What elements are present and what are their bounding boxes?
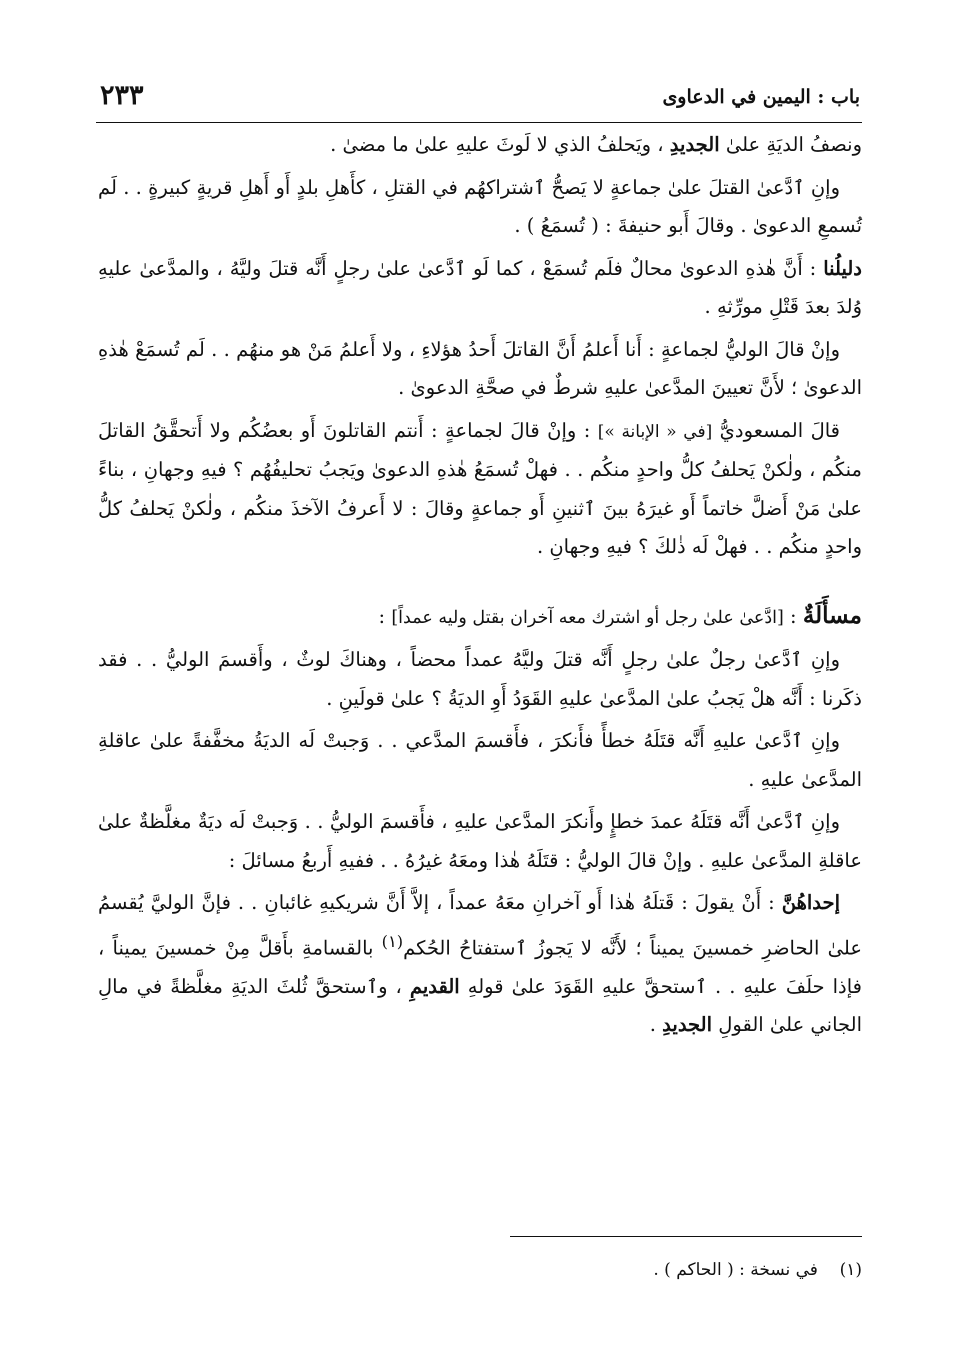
header-rule xyxy=(96,122,862,123)
issue-separator: : xyxy=(783,604,803,628)
evidence-label: دليلُنا xyxy=(823,256,862,280)
footnote-rule xyxy=(510,1236,862,1237)
keyword-old-opinion: القديمِ xyxy=(409,974,460,998)
paragraph-5-text-a: قالَ المسعوديُّ xyxy=(712,418,840,442)
issue-end: : xyxy=(378,604,392,628)
paragraph-5 xyxy=(98,412,862,567)
paragraph-7: وإنِ ٱدَّعىٰ عليهِ أَنَّه قتَلَهُ خطأً فأَنكرَ ، فأَقسمَ المدَّعي . . وَجبتْ لَه الديَةُ مخفَّفةً علىٰ عاقلةِ المدَّعىٰ عليهِ . xyxy=(98,729,862,791)
paragraph-9 xyxy=(98,884,862,1045)
paragraph-4: وإنْ قالَ الوليُّ لجماعةٍ : أَنا أَعلمُ أَنَّ القاتلَ أَحدُ هؤلاءِ ، ولا أَعلمُ مَنْ هو منهُم . . لَم تُسمَعْ هٰذهِ الدعوىٰ ؛ لأَنَّ تعيينَ المدَّعىٰ عليهِ شرطٌ في صحَّةِ الدعوىٰ . xyxy=(98,337,862,399)
paragraph-6: وإنِ ٱدَّعىٰ رجلٌ علىٰ رجلٍ أَنَّه قتلَ وليَّهُ عمداً محضاً ، وهناكَ لوثٌ ، وأَقسمَ الوليُّ . . فقد ذكَرنا : أَنَّه هلْ يَجبُ علىٰ المدَّعىٰ عليهِ القَوَدُ أَوِ الديَةُ ؟ علىٰ قولَينِ . xyxy=(98,648,862,710)
source-reference: [في « الإبانة »] xyxy=(597,421,713,442)
paragraph-3-text: : أَنَّ هٰذهِ الدعوىٰ محالٌ فلَم تُسمَعْ ، كما لَو ٱدَّعىٰ علىٰ رجلٍ أَنَّه قتلَ وليَّهُ ، والمدَّعىٰ عليهِ وُلدَ بعدَ قَتْلِ مورِّثهِ . xyxy=(98,256,862,318)
paragraph-8: وإنِ ٱدَّعىٰ أَنَّه قتَلَهُ عمدَ خطإٍ وأَنكرَ المدَّعىٰ عليهِ ، فأَقسمَ الوليُّ . . وَجبتْ لَه ديَةٌ مغلَّظةٌ علىٰ عاقلةِ المدَّعىٰ عليهِ . وإنْ قالَ الوليُّ : قتَلَهُ هٰذا ومعَهُ غيرُهُ . . ففيهِ أَربعُ مسائلَ : xyxy=(98,810,862,872)
page-number: ٢٣٣ xyxy=(100,80,144,111)
footnote xyxy=(98,1260,862,1280)
issue-heading xyxy=(98,597,862,638)
page-header xyxy=(100,78,860,118)
issue-word: مسأَلَةٌ xyxy=(802,601,862,629)
paragraph-1 xyxy=(98,126,862,165)
paragraph-1-text-a: ونصفُ الديَةِ علىٰ xyxy=(719,133,862,156)
chapter-title: باب : اليمين في الدعاوى xyxy=(662,86,860,108)
issue-title: [ادَّعىٰ علىٰ رجل أو اشترك معه آخران بقتل وليه عمداً] xyxy=(391,607,784,628)
paragraph-9-text-d: . xyxy=(649,1013,663,1036)
footnote-reference[interactable]: (١) xyxy=(381,931,404,951)
paragraph-3 xyxy=(98,250,862,327)
keyword-new-opinion: الجديدِ xyxy=(662,1013,713,1036)
paragraph-2: وإنِ ٱدَّعىٰ القتلَ علىٰ جماعةٍ لا يَصحُّ ٱشتراكهُم في القتلِ ، كأَهلِ بلدٍ أَو أَهلِ قريةٍ كبيرةٍ . . لَم تُسمعِ الدعوىٰ . وقالَ أَبو حنيفةَ : ( تُسمَعُ ) . xyxy=(98,175,862,237)
footnote-text: في نسخة : ( الحاكم ) . xyxy=(653,1260,818,1280)
paragraph-9-text-a: : أَنْ يقولَ : قَتلَهُ هٰذا أَو آخرانِ معَهُ عمداً ، إلاَّ أَنَّ شريكيهِ غائبانِ . . فإنَّ الوليَّ يُقسمُ علىٰ الحاضرِ خمسينَ يميناً ؛ لأَنَّه لا يَجوزُ ٱستفتاحُ الحُكم xyxy=(98,891,862,959)
footnote-number: (١) xyxy=(839,1260,862,1280)
first-case-label: إحداهُنَّ xyxy=(781,891,840,914)
keyword-new-opinion: الجديدِ xyxy=(669,133,720,156)
paragraph-1-text-b: ، ويَحلفُ الذي لا لَوثَ عليهِ علىٰ ما مضىٰ . xyxy=(330,133,670,156)
paragraph-9-text-b: بالقسامةِ بأَقلَّ مِنْ خمسينَ يميناً ، فإذا حلَفَ عليهِ . . ٱستحقَّ عليهِ القَوَدَ علىٰ قولهِ xyxy=(98,936,862,998)
page-body xyxy=(98,126,862,1049)
paragraph-9-text-c: ، وٱستحقَّ ثُلثَ الديَةِ مغلَّظةً في مالِ الجاني علىٰ القولِ xyxy=(98,974,862,1036)
paragraph-5-text-b: : وإنْ قالَ لجماعةٍ : أَنتم القاتلونَ أَو بعضُكُم ولا أَتحقَّقُ القاتلَ منكُم ، ولٰكنْ يَحلفُ كلُّ واحدٍ منكُم . . فهلْ تُسمَعُ هٰذهِ الدعوىٰ ويَجبُ تحليفُهُم ؟ فيهِ وجهانِ ، بناءً علىٰ مَنْ أَضلَّ خاتماً أَو غيرَهُ بينَ ٱثنينِ أَو جماعةٍ وقالَ : لا أَعرفُ الآخذَ منكُم ، ولٰكنْ يَحلفُ كلُّ واحدٍ منكُم . . فهلْ لَه ذٰلكَ ؟ فيهِ وجهانِ . xyxy=(98,418,862,558)
